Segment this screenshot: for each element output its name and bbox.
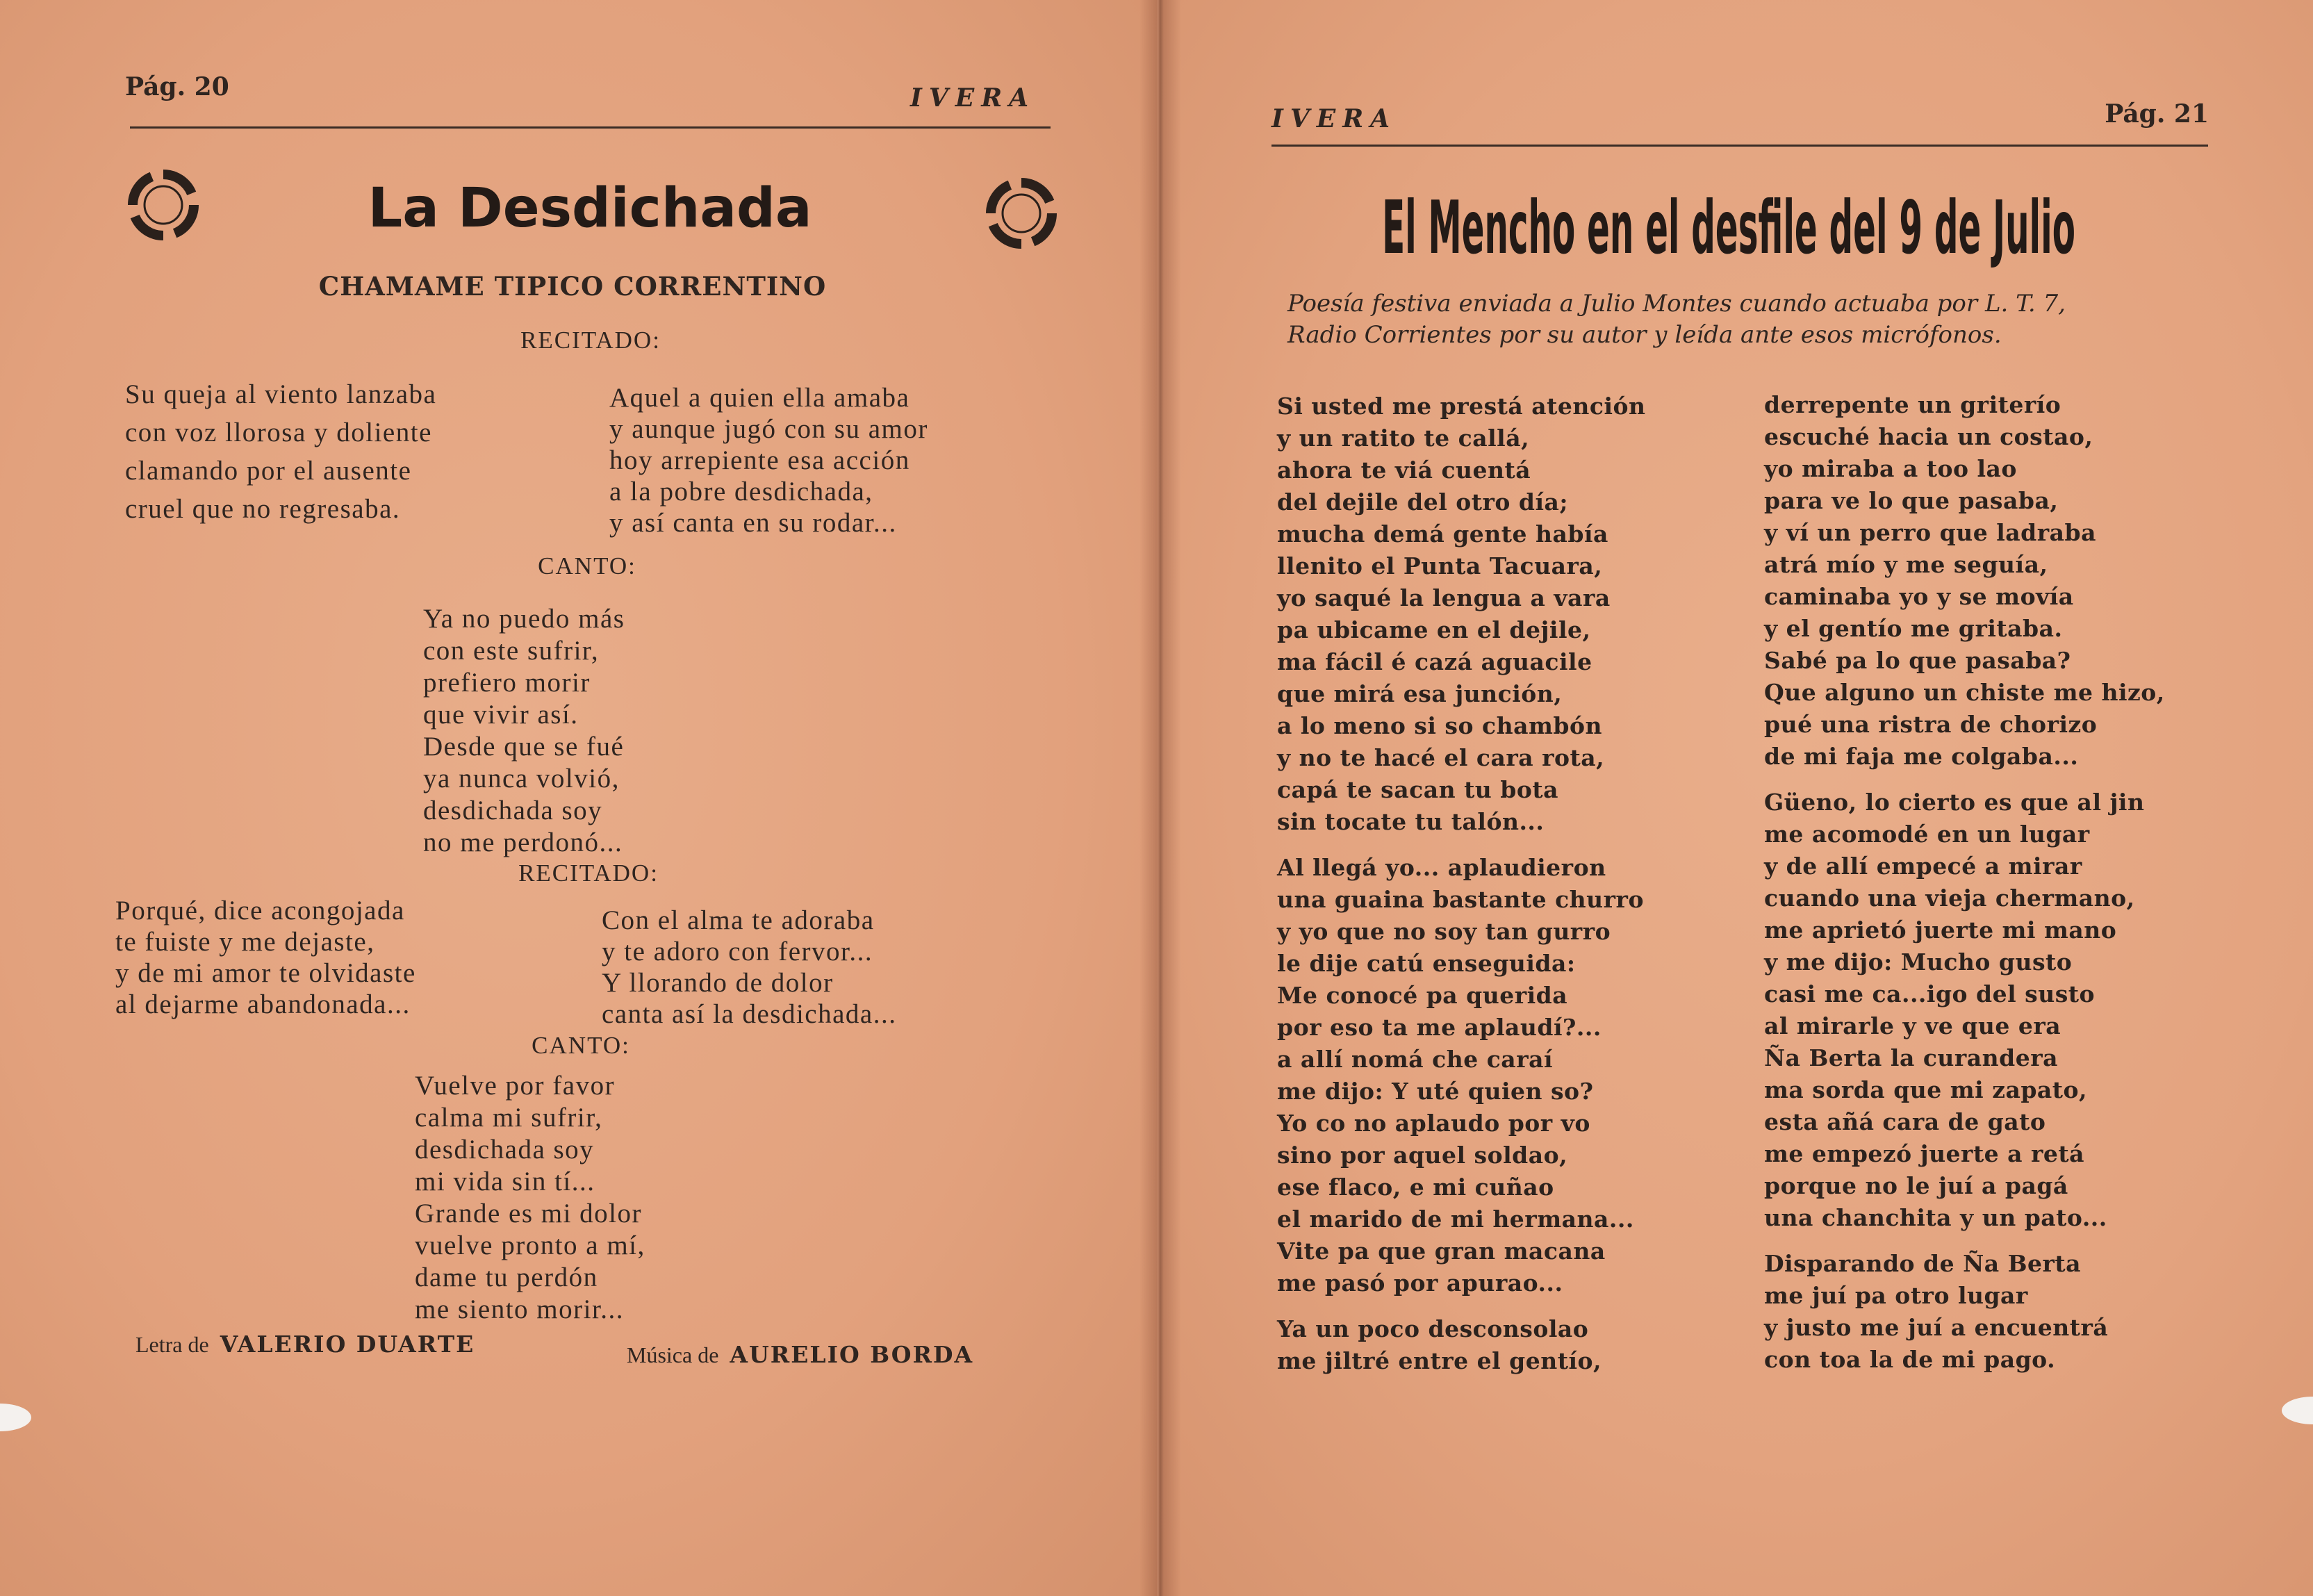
verse-line: Yo co no aplaudo por vo bbox=[1277, 1110, 1590, 1137]
verse-line: y me dijo: Mucho gusto bbox=[1764, 948, 2073, 976]
verse-line: y ví un perro que ladraba bbox=[1764, 519, 2096, 546]
verse-line: me aprietó juerte mi mano bbox=[1764, 916, 2117, 944]
verse-line: a allí nomá che caraí bbox=[1277, 1046, 1553, 1073]
verse-line: vuelve pronto a mí, bbox=[415, 1231, 645, 1260]
verse-block bbox=[423, 603, 625, 859]
verse-line: desdichada soy bbox=[415, 1135, 595, 1165]
verse-line: y yo que no soy tan gurro bbox=[1277, 918, 1611, 945]
ornament-icon bbox=[983, 175, 1060, 252]
header-rule bbox=[130, 126, 1051, 129]
verse-line: Poesía festiva enviada a Julio Montes cuando actuaba por L. T. 7, bbox=[1287, 290, 2066, 318]
verse-line: por eso ta me aplaudí?... bbox=[1277, 1014, 1602, 1041]
verse-line: y no te hacé el cara rota, bbox=[1277, 744, 1605, 771]
verse-line: Radio Corrientes por su autor y leída ante esos micrófonos. bbox=[1287, 321, 2002, 349]
verse-line: con voz llorosa y doliente bbox=[125, 418, 432, 447]
verse-line: porque no le juí a pagá bbox=[1764, 1172, 2068, 1199]
verse-line: llenito el Punta Tacuara, bbox=[1277, 552, 1603, 579]
verse-line: ma sorda que mi zapato, bbox=[1764, 1076, 2088, 1103]
verse-line: Ya un poco desconsolao bbox=[1277, 1315, 1589, 1342]
verse-line: y de mi amor te olvidaste bbox=[115, 958, 416, 988]
verse-line: no me perdonó... bbox=[423, 828, 623, 857]
verse-line: cruel que no regresaba. bbox=[125, 494, 401, 524]
verse-line: mi vida sin tí... bbox=[415, 1167, 595, 1196]
verse-line: Ya no puedo más bbox=[423, 604, 625, 634]
song-subtitle: CHAMAME TIPICO CORRENTINO bbox=[318, 271, 827, 302]
verse-line: sino por aquel soldao, bbox=[1277, 1142, 1568, 1169]
verse-block bbox=[602, 905, 897, 1030]
poem-title: El Mencho en el desfile del 9 de Julio bbox=[1382, 186, 2075, 271]
verse-line: y un ratito te callá, bbox=[1277, 425, 1530, 452]
verse-line: esta añá cara de gato bbox=[1764, 1108, 2046, 1135]
verse-line: que vivir así. bbox=[423, 700, 579, 730]
verse-line: Que alguno un chiste me hizo, bbox=[1764, 679, 2165, 706]
verse-line: clamando por el ausente bbox=[125, 456, 412, 486]
verse-line: una guaina bastante churro bbox=[1277, 886, 1644, 913]
right-page bbox=[1159, 0, 2313, 1596]
verse-line: para ve lo que pasaba, bbox=[1764, 487, 2059, 514]
verse-line: me pasó por apurao... bbox=[1277, 1269, 1563, 1297]
page-gutter bbox=[1139, 0, 1181, 1596]
verse-line: Güeno, lo cierto es que al jin bbox=[1764, 789, 2145, 816]
verse-line: yo miraba a too lao bbox=[1764, 455, 2017, 482]
verse-line: y aunque jugó con su amor bbox=[609, 414, 928, 444]
verse-line: me acomodé en un lugar bbox=[1764, 821, 2090, 848]
stanza bbox=[1764, 787, 2165, 1234]
verse-line: con toa la de mi pago. bbox=[1764, 1346, 2056, 1373]
page-number: Pág. 21 bbox=[2105, 99, 2209, 129]
verse-line: a la pobre desdichada, bbox=[609, 477, 873, 507]
verse-line: desdichada soy bbox=[423, 796, 603, 825]
verse-block bbox=[115, 895, 416, 1020]
verse-line: atrá mío y me seguía, bbox=[1764, 551, 2048, 578]
verse-line: pué una ristra de chorizo bbox=[1764, 711, 2098, 738]
verse-line: canta así la desdichada... bbox=[602, 999, 897, 1029]
ornament-icon bbox=[125, 167, 201, 243]
verse-line: sin tocate tu talón... bbox=[1277, 808, 1545, 835]
section-label: RECITADO: bbox=[518, 859, 659, 887]
verse-line: Al llegá yo... aplaudieron bbox=[1277, 854, 1606, 881]
verse-line: Porqué, dice acongojada bbox=[115, 896, 405, 925]
verse-block bbox=[609, 382, 928, 538]
verse-line: Y llorando de dolor bbox=[602, 968, 834, 998]
verse-line: y te adoro con fervor... bbox=[602, 937, 873, 966]
verse-line: mucha demá gente había bbox=[1277, 520, 1608, 548]
section-label: CANTO: bbox=[538, 552, 636, 579]
header-rule bbox=[1271, 145, 2208, 147]
verse-line: al dejarme abandonada... bbox=[115, 989, 411, 1019]
verse-line: a lo meno si so chambón bbox=[1277, 712, 1602, 739]
stanza bbox=[1277, 390, 1646, 838]
section-label: CANTO: bbox=[532, 1032, 630, 1059]
poem-column-1 bbox=[1277, 390, 1646, 1377]
verse-line: me empezó juerte a retá bbox=[1764, 1140, 2085, 1167]
verse-line: y el gentío me gritaba. bbox=[1764, 615, 2063, 642]
verse-line: Grande es mi dolor bbox=[415, 1199, 643, 1228]
verse-line: de mi faja me colgaba... bbox=[1764, 743, 2079, 770]
verse-line: una chanchita y un pato... bbox=[1764, 1204, 2107, 1231]
verse-block bbox=[415, 1070, 645, 1326]
binding-hole bbox=[2282, 1397, 2313, 1424]
masthead: IVERA bbox=[1271, 104, 1397, 133]
masthead: IVERA bbox=[910, 83, 1036, 113]
verse-line: me dijo: Y uté quien so? bbox=[1277, 1078, 1594, 1105]
poem-column-2 bbox=[1764, 389, 2165, 1376]
verse-line: el marido de mi hermana... bbox=[1277, 1206, 1634, 1233]
lyrics-credit bbox=[135, 1331, 475, 1358]
verse-line: Sabé pa lo que pasaba? bbox=[1764, 647, 2071, 674]
verse-line: hoy arrepiente esa acción bbox=[609, 445, 910, 475]
verse-line: escuché hacia un costao, bbox=[1764, 423, 2093, 450]
verse-line: te fuiste y me dejaste, bbox=[115, 927, 375, 957]
lyricist-name: VALERIO DUARTE bbox=[220, 1331, 475, 1358]
verse-line: dame tu perdón bbox=[415, 1262, 598, 1292]
verse-line: cuando una vieja chermano, bbox=[1764, 885, 2135, 912]
verse-block bbox=[125, 375, 436, 528]
verse-line: me juí pa otro lugar bbox=[1764, 1282, 2028, 1309]
credit-prefix: Letra de bbox=[135, 1332, 209, 1357]
composer-name: AURELIO BORDA bbox=[730, 1341, 974, 1368]
verse-line: derrepente un griterío bbox=[1764, 391, 2061, 418]
verse-line: casi me ca...igo del susto bbox=[1764, 980, 2096, 1007]
verse-line: me siento morir... bbox=[415, 1294, 625, 1324]
verse-line: le dije catú enseguida: bbox=[1277, 950, 1576, 977]
verse-line: ahora te viá cuentá bbox=[1277, 456, 1531, 484]
intro-text bbox=[1287, 288, 2066, 351]
verse-line: caminaba yo y se movía bbox=[1764, 583, 2074, 610]
verse-line: Vuelve por favor bbox=[415, 1071, 616, 1101]
verse-line: capá te sacan tu bota bbox=[1277, 776, 1559, 803]
verse-line: Su queja al viento lanzaba bbox=[125, 379, 437, 409]
music-credit bbox=[627, 1341, 973, 1368]
verse-line: al mirarle y ve que era bbox=[1764, 1012, 2061, 1039]
page-number: Pág. 20 bbox=[125, 72, 229, 101]
verse-line: Ña Berta la curandera bbox=[1764, 1044, 2059, 1071]
verse-line: me jiltré entre el gentío, bbox=[1277, 1347, 1602, 1374]
verse-line: Con el alma te adoraba bbox=[602, 905, 875, 935]
verse-line: Aquel a quien ella amaba bbox=[609, 383, 910, 413]
stanza bbox=[1764, 389, 2165, 773]
credit-prefix: Música de bbox=[627, 1342, 719, 1367]
verse-line: que mirá esa junción, bbox=[1277, 680, 1563, 707]
verse-line: ese flaco, e mi cuñao bbox=[1277, 1174, 1554, 1201]
verse-line: pa ubicame en el dejile, bbox=[1277, 616, 1591, 643]
verse-line: y de allí empecé a mirar bbox=[1764, 853, 2082, 880]
verse-line: del dejile del otro día; bbox=[1277, 488, 1569, 516]
verse-line: Me conocé pa querida bbox=[1277, 982, 1568, 1009]
stanza bbox=[1277, 1313, 1646, 1377]
verse-line: calma mi sufrir, bbox=[415, 1103, 603, 1133]
verse-line: prefiero morir bbox=[423, 668, 591, 698]
stanza bbox=[1277, 852, 1646, 1299]
binding-hole bbox=[0, 1404, 31, 1431]
verse-line: yo saqué la lengua a vara bbox=[1277, 584, 1611, 611]
verse-line: Si usted me prestá atención bbox=[1277, 393, 1646, 420]
section-label: RECITADO: bbox=[520, 327, 661, 354]
verse-line: y así canta en su rodar... bbox=[609, 508, 897, 538]
song-title: La Desdichada bbox=[368, 177, 812, 240]
verse-line: ya nunca volvió, bbox=[423, 764, 620, 793]
verse-line: con este sufrir, bbox=[423, 636, 600, 666]
verse-line: Desde que se fué bbox=[423, 732, 625, 762]
verse-line: Vite pa que gran macana bbox=[1277, 1237, 1606, 1265]
verse-line: y justo me juí a encuentrá bbox=[1764, 1314, 2109, 1341]
verse-line: Disparando de Ña Berta bbox=[1764, 1250, 2082, 1277]
verse-line: ma fácil é cazá aguacile bbox=[1277, 648, 1592, 675]
stanza bbox=[1764, 1248, 2165, 1376]
